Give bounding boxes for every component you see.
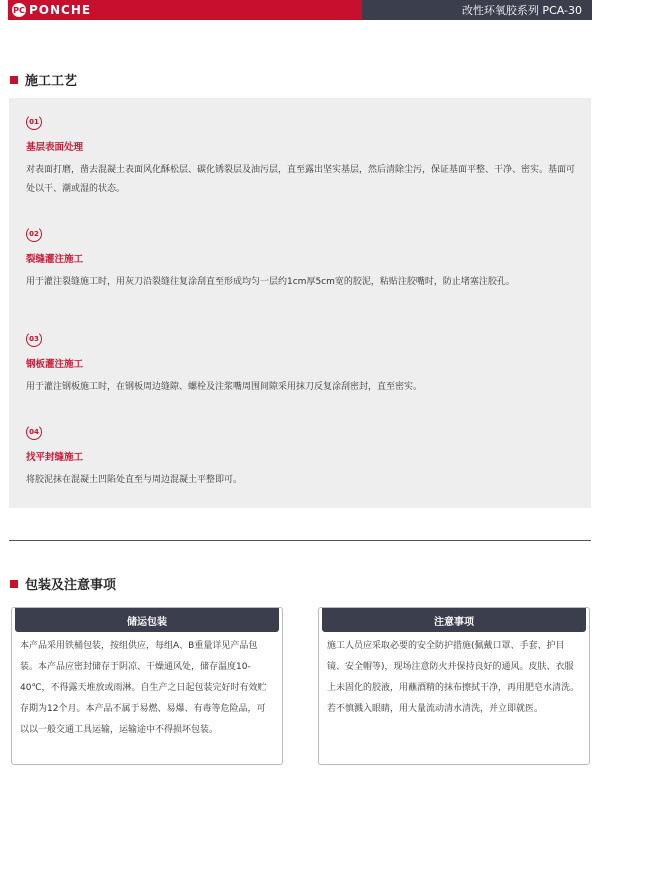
step-description: 用于灌注裂缝施工时，用灰刀沿裂缝往复涂刮直至形成均匀一层约1cm厚5cm宽的胶泥，粘贴注胶嘴时，防止堵塞注胶孔。 [26,277,515,287]
square-bullet-icon [10,76,18,84]
section-title-process [10,70,77,89]
process-step [26,226,576,292]
step-number-icon: 03 [26,331,42,347]
notes-card [318,607,590,765]
storage-card [11,607,283,765]
step-title: 基层表面处理 [26,142,84,153]
brand-bar [8,0,362,20]
product-series-label: 改性环氧胶系列 PCA-30 [362,0,592,20]
process-steps-panel [9,98,591,508]
section-title-text: 包装及注意事项 [25,578,117,593]
step-description: 对表面打磨，凿去混凝土表面风化酥松层、碳化锈裂层及油污层，直至露出坚实基层，然后清除尘污，保证基面平整、干净、密实。基面可处以干、潮或湿的状态。 [26,165,576,194]
step-title: 钢板灌注施工 [26,359,84,370]
page-header [8,0,592,20]
step-number-icon: 02 [26,226,42,242]
step-description: 用于灌注钢板施工时，在钢板周边缝隙、螺栓及注浆嘴周围间隙采用抹刀反复涂刮密封，直至密实。 [26,382,423,392]
process-step [26,424,576,490]
step-title: 裂缝灌注施工 [26,254,84,265]
card-text: 本产品采用铁桶包装，按组供应，每组A、B重量详见产品包装。本产品应密封储存于阴凉、干燥通风处，储存温度10-40℃，不得露天堆放或雨淋。自生产之日起包装完好时有效贮存期为12个月。本产品不属于易燃、易爆、有毒等危险品，可以以一般交通工具运输，运输途中不得损坏包装。 [20,641,267,735]
card-text: 施工人员应采取必要的安全防护措施(佩戴口罩、手套、护目镜、安全帽等)，现场注意防火并保持良好的通风。皮肤、衣服上未固化的胶液，用蘸酒精的抹布擦拭干净，再用肥皂水清洗。若不慎溅入眼睛，用大量流动清水清洗，并立即就医。 [327,641,580,714]
process-step [26,114,576,199]
section-divider [9,540,591,541]
brand-name: PONCHE [29,3,92,17]
step-description: 将胶泥抹在混凝土凹陷处直至与周边混凝土平整即可。 [26,475,243,485]
section-title-packaging [10,574,116,593]
step-title: 找平封缝施工 [26,452,84,463]
card-title: 储运包装 [15,608,279,632]
step-number-icon: 01 [26,114,42,130]
square-bullet-icon [10,580,18,588]
brand-logo-icon: PC [12,3,26,17]
card-title: 注意事项 [322,608,586,632]
step-number-icon: 04 [26,424,42,440]
section-title-text: 施工工艺 [25,74,78,89]
process-step [26,331,576,397]
